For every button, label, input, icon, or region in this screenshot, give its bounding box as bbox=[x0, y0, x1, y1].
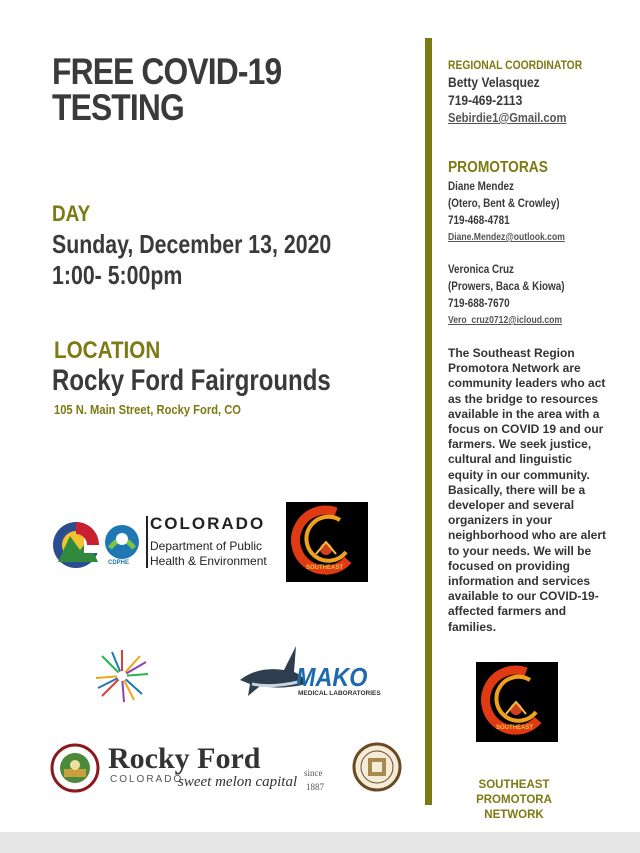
rocky-ford-seal-right bbox=[352, 742, 402, 792]
location-heading: LOCATION bbox=[54, 337, 161, 364]
mako-sub: MEDICAL LABORATORIES bbox=[298, 690, 381, 697]
promotoras-label: PROMOTORAS bbox=[448, 159, 548, 176]
project-protect-logo bbox=[82, 636, 162, 716]
coordinator-phone: 719-469-2113 bbox=[448, 92, 523, 108]
event-time: 1:00- 5:00pm bbox=[52, 260, 183, 290]
event-date: Sunday, December 13, 2020 bbox=[52, 229, 332, 259]
event-datetime bbox=[52, 229, 331, 291]
promotora-area: (Prowers, Baca & Kiowa) bbox=[448, 281, 565, 293]
city-seal-icon bbox=[352, 742, 402, 792]
coordinator-name: Betty Velasquez bbox=[448, 74, 540, 90]
logo-divider bbox=[146, 516, 148, 568]
promotoras-block bbox=[448, 159, 608, 329]
rocky-ford-name: Rocky Ford bbox=[108, 742, 261, 775]
southeast-logo bbox=[286, 502, 368, 582]
venue-address: 105 N. Main Street, Rocky Ford, CO bbox=[54, 402, 242, 417]
rocky-ford-year: 1887 bbox=[306, 782, 324, 792]
venue-name: Rocky Ford Fairgrounds bbox=[52, 364, 331, 397]
cdphe-badge: CDPHE bbox=[108, 560, 130, 566]
promotora-phone: 719-688-7670 bbox=[448, 298, 510, 310]
cdphe-state: COLORADO bbox=[150, 514, 266, 533]
city-seal-icon bbox=[50, 743, 100, 793]
promotora-name: Veronica Cruz bbox=[448, 264, 514, 276]
rocky-ford-wordmark bbox=[108, 742, 334, 802]
cdphe-dept-line1: Department of Public bbox=[150, 539, 263, 553]
cdphe-dept-line2: Health & Environment bbox=[150, 554, 267, 568]
rocky-ford-since: since bbox=[304, 768, 323, 778]
page-title bbox=[52, 51, 336, 128]
promotora-phone: 719-468-4781 bbox=[448, 215, 510, 227]
coordinator-email[interactable]: Sebirdie1@Gmail.com bbox=[448, 110, 567, 125]
title-line-1: FREE COVID-19 bbox=[52, 51, 282, 92]
network-description: The Southeast Region Promotora Network are community leaders who act as the bridge to resources available in the area with a focus on COVID 19 and our farmers. We seek justice, cultural and linguistic equity in our community. Basically, there will be a developer and several organizers in your neighborhood who are alert to your needs. We will be focused on providing information and services available to our COVID-19-affected farmers and families. bbox=[448, 346, 607, 634]
cdphe-logo bbox=[50, 512, 267, 574]
coordinator-label: REGIONAL COORDINATOR bbox=[448, 58, 583, 72]
title-line-2: TESTING bbox=[52, 87, 184, 128]
colorado-c-icon bbox=[50, 512, 150, 574]
coordinator-block bbox=[448, 58, 608, 125]
promotora-area: (Otero, Bent & Crowley) bbox=[448, 198, 560, 210]
southeast-logo bbox=[476, 662, 558, 742]
page-bottom-strip bbox=[0, 832, 640, 853]
promotora-email[interactable]: Vero_cruz0712@icloud.com bbox=[448, 315, 563, 326]
rocky-ford-tagline: sweet melon capital bbox=[178, 774, 298, 790]
day-heading: DAY bbox=[52, 201, 91, 226]
mako-name: MAKO bbox=[296, 662, 368, 692]
southeast-logo-text: SOUTHEAST bbox=[496, 725, 534, 731]
column-divider bbox=[425, 38, 432, 805]
network-footer: SOUTHEAST PROMOTORA NETWORK bbox=[476, 779, 552, 821]
rocky-ford-state: COLORADO bbox=[110, 774, 184, 785]
promotora-email[interactable]: Diane.Mendez@outlook.com bbox=[448, 232, 565, 243]
promotora-1 bbox=[448, 179, 608, 246]
southeast-logo-text: SOUTHEAST bbox=[306, 565, 344, 571]
promotora-name: Diane Mendez bbox=[448, 181, 514, 193]
rocky-ford-seal-left bbox=[50, 743, 100, 793]
mako-logo bbox=[238, 640, 381, 704]
starburst-icon bbox=[82, 636, 162, 716]
promotora-2 bbox=[448, 262, 608, 329]
